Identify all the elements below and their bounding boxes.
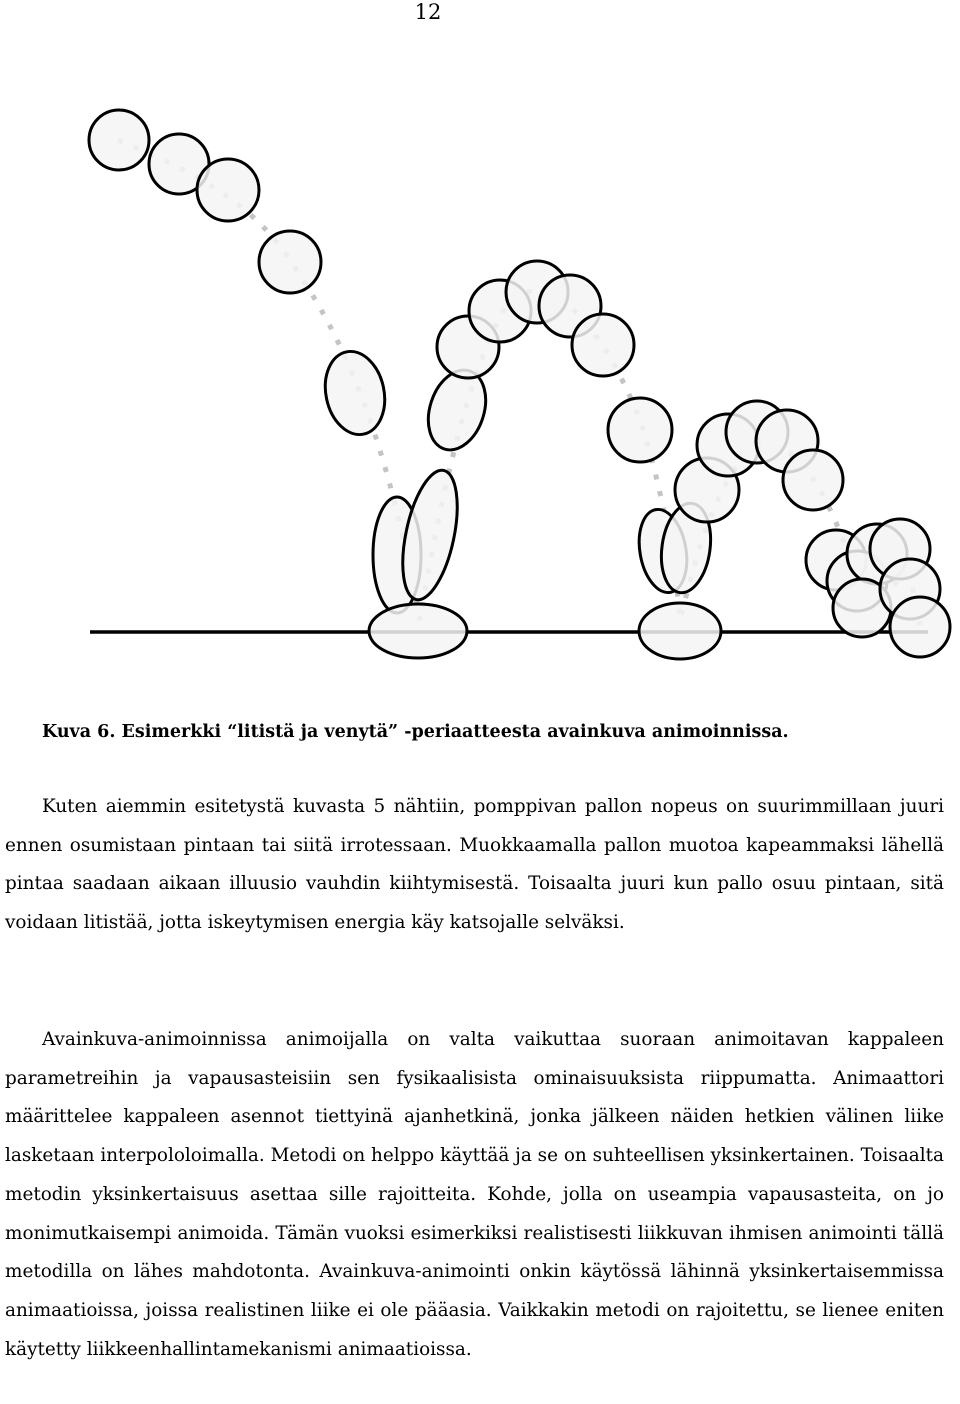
ball	[259, 231, 321, 293]
ball-stretched	[318, 346, 392, 440]
body-paragraph-1: Kuten aiemmin esitetystä kuvasta 5 nähtiin, pomppivan pallon nopeus on suurimmillaan juuri ennen osumistaan pintaan tai siitä irrotessaan. Muokkaamalla pallon muotoa kapeammaksi lähellä pintaa saadaan aikaan illuusio vauhdin kiihtymisestä. Toisaalta juuri kun pallo osuu pintaan, sitä voidaan litistää, jotta iskeytymisen energia käy katsojalle selväksi.	[5, 796, 944, 934]
ball-keyframes	[89, 110, 950, 659]
body-paragraph-2: Avainkuva-animoinnissa animoijalla on valta vaikuttaa suoraan animoitavan kappaleen parametreihin ja vapausasteisiin sen fysikaalisista ominaisuuksista riippumatta. Animaattori määrittelee kappaleen asennot tiettyinä ajanhetkinä, jonka jälkeen näiden hetkien välinen liike lasketaan interpololoimalla. Metodi on helppo käyttää ja se on suhteellisen yksinkertainen. Toisaalta metodin yksinkertaisuus asettaa sille rajoitteita. Kohde, jolla on useampia vapausasteita, on jo monimutkaisempi animoida. Tämän vuoksi esimerkiksi realistisesti liikkuvan ihmisen animointi tällä metodilla on lähes mahdotonta. Avainkuva-animointi onkin käytössä lähinnä yksinkertaisemmissa animaatioissa, joissa realistinen liike ei ole pääasia. Vaikkakin metodi on rajoitettu, se lienee eniten käytetty liikkeenhallintamekanismi animaatioissa.	[5, 1029, 944, 1360]
ball-squashed	[639, 603, 721, 659]
bouncing-ball-figure	[0, 95, 960, 695]
ball	[572, 314, 634, 376]
figure-caption: Kuva 6. Esimerkki “litistä ja venytä” -periaatteesta avainkuva animoinnissa.	[42, 722, 789, 742]
ball	[783, 450, 843, 510]
ball	[608, 398, 672, 462]
ball	[197, 159, 259, 221]
page-number: 12	[414, 0, 442, 24]
ball	[890, 597, 950, 657]
ball	[89, 110, 149, 170]
ball-squashed	[369, 604, 467, 658]
